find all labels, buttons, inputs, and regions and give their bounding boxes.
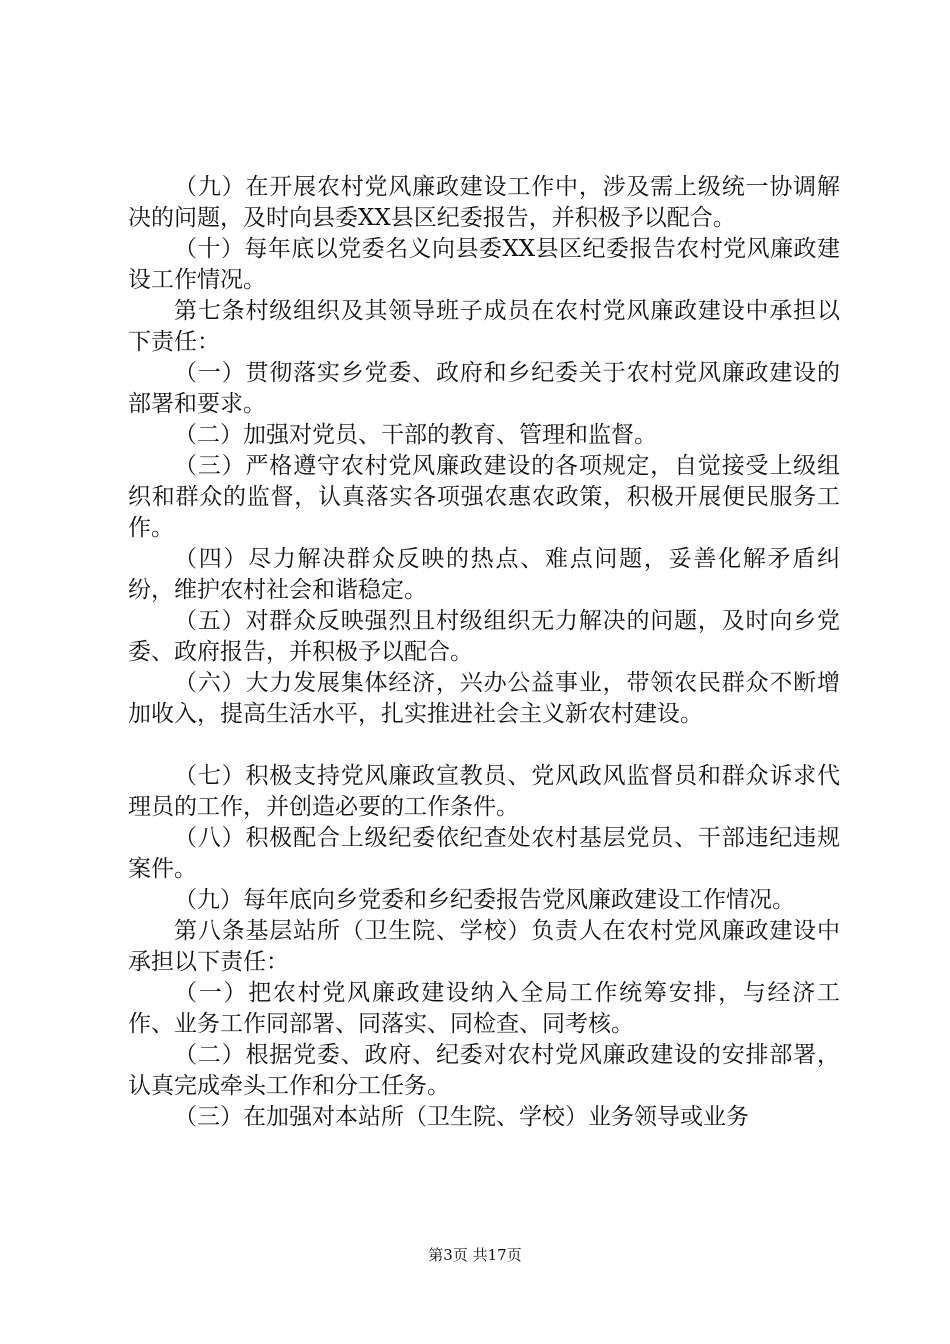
paragraph: （六）大力发展集体经济，兴办公益事业，带领农民群众不断增加收入，提高生活水平，扎实推进社会主义新农村建设。 bbox=[128, 670, 840, 727]
paragraph: （七）积极支持党风廉政宣教员、党风政风监督员和群众诉求代理员的工作，并创造必要的工作条件。 bbox=[128, 763, 840, 820]
paragraph: 第七条村级组织及其领导班子成员在农村党风廉政建设中承担以下责任： bbox=[128, 298, 840, 355]
paragraph: （十）每年底以党委名义向县委XX县区纪委报告农村党风廉政建设工作情况。 bbox=[128, 236, 840, 293]
paragraph: （三）严格遵守农村党风廉政建设的各项规定，自觉接受上级组织和群众的监督，认真落实各项强农惠农政策，积极开展便民服务工作。 bbox=[128, 453, 840, 541]
paragraph: （一）把农村党风廉政建设纳入全局工作统筹安排，与经济工作、业务工作同部署、同落实、同检查、同考核。 bbox=[128, 980, 840, 1037]
paragraph: （九）在开展农村党风廉政建设工作中，涉及需上级统一协调解决的问题，及时向县委XX县区纪委报告，并积极予以配合。 bbox=[128, 174, 840, 231]
paragraph: （二）根据党委、政府、纪委对农村党风廉政建设的安排部署，认真完成牵头工作和分工任务。 bbox=[128, 1042, 840, 1099]
blank-line bbox=[128, 730, 840, 761]
paragraph: （五）对群众反映强烈且村级组织无力解决的问题，及时向乡党委、政府报告，并积极予以配合。 bbox=[128, 608, 840, 665]
document-body bbox=[128, 172, 840, 1133]
page-footer: 第3页 共17页 bbox=[428, 1246, 522, 1264]
paragraph: （九）每年底向乡党委和乡纪委报告党风廉政建设工作情况。 bbox=[174, 887, 795, 913]
paragraph: （八）积极配合上级纪委依纪查处农村基层党员、干部违纪违规案件。 bbox=[128, 825, 840, 882]
paragraph: （一）贯彻落实乡党委、政府和乡纪委关于农村党风廉政建设的部署和要求。 bbox=[128, 360, 840, 417]
paragraph: 第八条基层站所（卫生院、学校）负责人在农村党风廉政建设中承担以下责任： bbox=[128, 918, 840, 975]
paragraph: （四）尽力解决群众反映的热点、难点问题，妥善化解矛盾纠纷，维护农村社会和谐稳定。 bbox=[128, 546, 840, 603]
paragraph: （三）在加强对本站所（卫生院、学校）业务领导或业务 bbox=[174, 1104, 749, 1130]
paragraph: （二）加强对党员、干部的教育、管理和监督。 bbox=[174, 422, 657, 448]
